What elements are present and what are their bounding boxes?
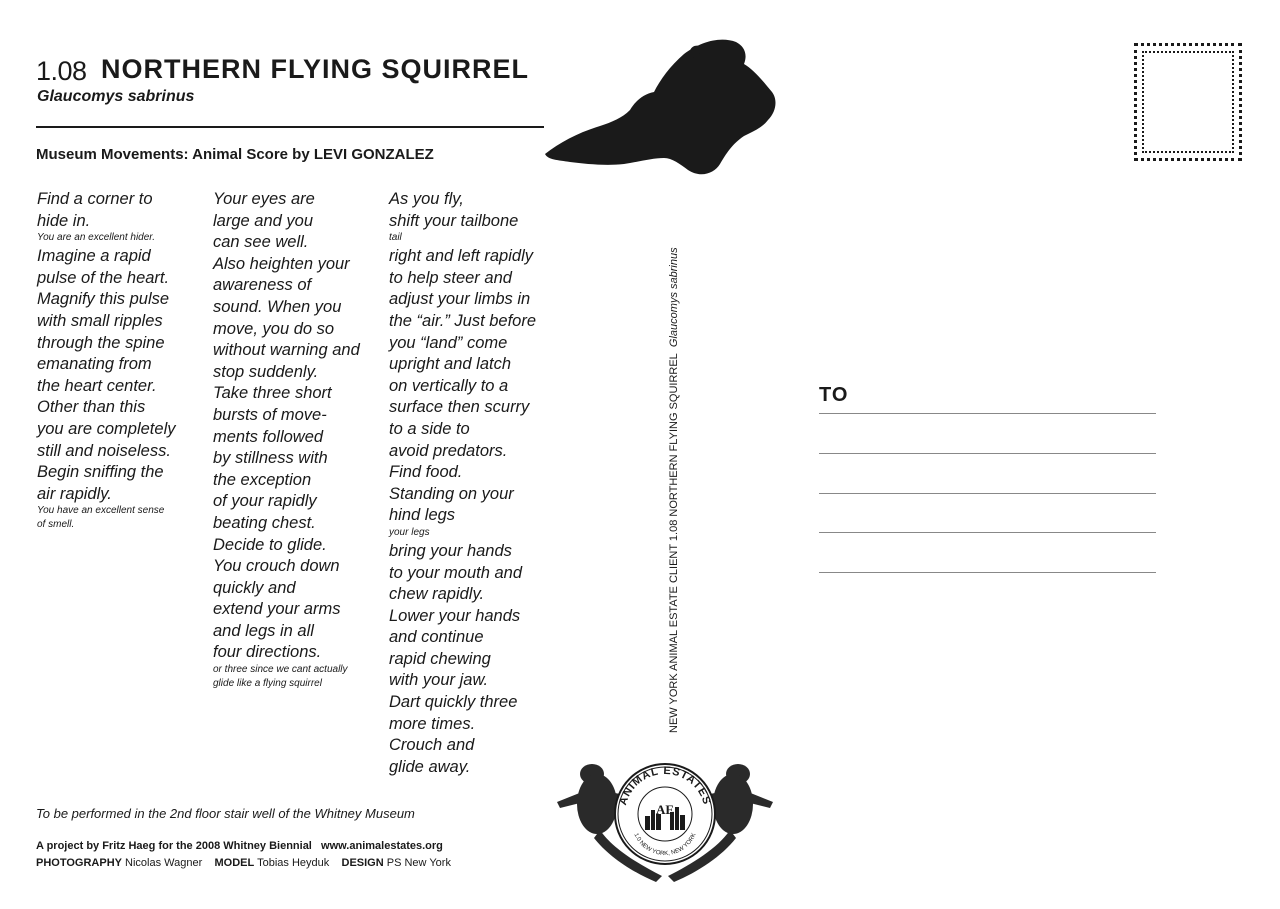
- photography-name: Nicolas Wagner: [125, 857, 203, 869]
- score-line: bring your hands: [389, 541, 512, 560]
- score-line: without warning and: [213, 341, 360, 360]
- photography-label: PHOTOGRAPHY: [36, 857, 122, 869]
- score-line: you are completely: [37, 419, 176, 438]
- address-line[interactable]: [819, 572, 1156, 573]
- score-line: glide away.: [389, 757, 471, 776]
- subtitle: Museum Movements: Animal Score by LEVI GONZALEZ: [36, 146, 434, 163]
- score-line: You crouch down: [213, 557, 340, 576]
- score-line: pulse of the heart.: [37, 268, 170, 287]
- score-line: avoid predators.: [389, 441, 508, 460]
- score-line: four directions.: [213, 643, 322, 662]
- score-line: to help steer and: [389, 268, 512, 287]
- score-line: hind legs: [389, 506, 456, 525]
- score-line: shift your tailbone: [389, 211, 519, 230]
- vertical-caption-main: NEW YORK ANIMAL ESTATE CLIENT 1.08 NORTHERN FLYING SQUIRREL: [668, 353, 680, 733]
- vertical-caption-sci: Glaucomys sabrinus: [668, 247, 680, 348]
- design-label: DESIGN: [341, 857, 384, 869]
- score-line: Also heighten your: [213, 254, 350, 273]
- score-line: beating chest.: [213, 513, 316, 532]
- score-line: with your jaw.: [389, 671, 489, 690]
- score-line: the exception: [213, 470, 312, 489]
- scientific-name: Glaucomys sabrinus: [37, 88, 195, 105]
- score-line: quickly and: [213, 578, 296, 597]
- score-line: on vertically to a: [389, 376, 509, 395]
- score-line: right and left rapidly: [389, 247, 533, 266]
- score-line: chew rapidly.: [389, 585, 485, 604]
- address-line[interactable]: [819, 493, 1156, 494]
- score-line: of your rapidly: [213, 492, 317, 511]
- animal-estates-seal: [552, 752, 778, 888]
- score-line: Begin sniffing the: [37, 463, 164, 482]
- score-column-1: [37, 189, 176, 533]
- score-line: bursts of move-: [213, 405, 327, 424]
- score-line: air rapidly.: [37, 484, 112, 503]
- score-line: adjust your limbs in: [389, 290, 531, 309]
- score-line: Find a corner to: [37, 190, 153, 208]
- score-line: by stillness with: [213, 449, 328, 468]
- score-line: Take three short: [213, 384, 332, 403]
- score-annotation: or three since we cant actually: [213, 664, 348, 676]
- project-line: A project by Fritz Haeg for the 2008 Whitney Biennial: [36, 840, 312, 852]
- score-line: Find food.: [389, 463, 463, 482]
- performance-note: To be performed in the 2nd floor stair well of the Whitney Museum: [36, 806, 415, 821]
- score-line: Magnify this pulse: [37, 290, 170, 309]
- score-line: to your mouth and: [389, 563, 522, 582]
- score-annotation: your legs: [389, 526, 430, 538]
- score-line: As you fly,: [389, 190, 464, 208]
- score-line: ments followed: [213, 427, 324, 446]
- score-line: Your eyes are: [213, 190, 315, 208]
- score-line: upright and latch: [389, 355, 512, 374]
- score-line: large and you: [213, 211, 313, 230]
- score-line: Dart quickly three: [389, 693, 518, 712]
- score-line: Standing on your: [389, 484, 514, 503]
- score-line: move, you do so: [213, 319, 335, 338]
- score-line: emanating from: [37, 355, 152, 374]
- score-line: the “air.” Just before: [389, 311, 537, 330]
- score-line: can see well.: [213, 233, 309, 252]
- score-line: through the spine: [37, 333, 165, 352]
- contributors-credit: [36, 857, 451, 869]
- seal-bottom-text: 1.0 NEW YORK, NEW YORK: [632, 832, 698, 858]
- flying-squirrel-silhouette: [540, 36, 785, 186]
- score-line: stop suddenly.: [213, 362, 319, 381]
- score-line: surface then scurry: [389, 398, 530, 417]
- card-title: NORTHERN FLYING SQUIRREL: [101, 54, 530, 84]
- score-line: sound. When you: [213, 297, 342, 316]
- score-annotation: glide like a flying squirrel: [213, 678, 322, 690]
- score-annotation: You have an excellent sense: [37, 505, 165, 517]
- address-line[interactable]: [819, 532, 1156, 533]
- card-number: 1.08: [36, 56, 87, 86]
- address-line[interactable]: [819, 413, 1156, 414]
- score-line: Other than this: [37, 398, 146, 417]
- score-line: hide in.: [37, 211, 91, 230]
- score-line: more times.: [389, 714, 476, 733]
- score-line: Lower your hands: [389, 606, 521, 625]
- score-column-2: [213, 189, 360, 692]
- stamp-inner-border: [1142, 51, 1234, 153]
- model-name: Tobias Heyduk: [257, 857, 330, 869]
- score-annotation: You are an excellent hider.: [37, 232, 156, 244]
- score-line: Imagine a rapid: [37, 247, 151, 266]
- score-line: you “land” come: [389, 333, 508, 352]
- score-line: Decide to glide.: [213, 535, 327, 554]
- score-annotation: of smell.: [37, 519, 75, 531]
- score-line: awareness of: [213, 276, 312, 295]
- address-to-label: TO: [819, 384, 849, 406]
- project-credit: [36, 840, 443, 852]
- website-link[interactable]: www.animalestates.org: [321, 840, 443, 852]
- seal-initials: AE: [655, 802, 675, 817]
- score-line: rapid chewing: [389, 649, 491, 668]
- score-annotation: tail: [389, 232, 402, 244]
- model-label: MODEL: [214, 857, 255, 869]
- score-line: still and noiseless.: [37, 441, 171, 460]
- title-rule: [36, 126, 544, 128]
- score-column-3: [389, 189, 536, 778]
- score-line: with small ripples: [37, 311, 163, 330]
- score-line: to a side to: [389, 419, 470, 438]
- score-line: extend your arms: [213, 600, 341, 619]
- score-line: and continue: [389, 628, 484, 647]
- score-line: the heart center.: [37, 376, 157, 395]
- score-line: Crouch and: [389, 736, 475, 755]
- score-line: and legs in all: [213, 621, 314, 640]
- design-name: PS New York: [386, 857, 451, 869]
- address-line[interactable]: [819, 453, 1156, 454]
- vertical-caption: [668, 247, 680, 733]
- seal-ring-text: ANIMAL ESTATES: [617, 764, 713, 807]
- stamp-box: [1134, 43, 1242, 161]
